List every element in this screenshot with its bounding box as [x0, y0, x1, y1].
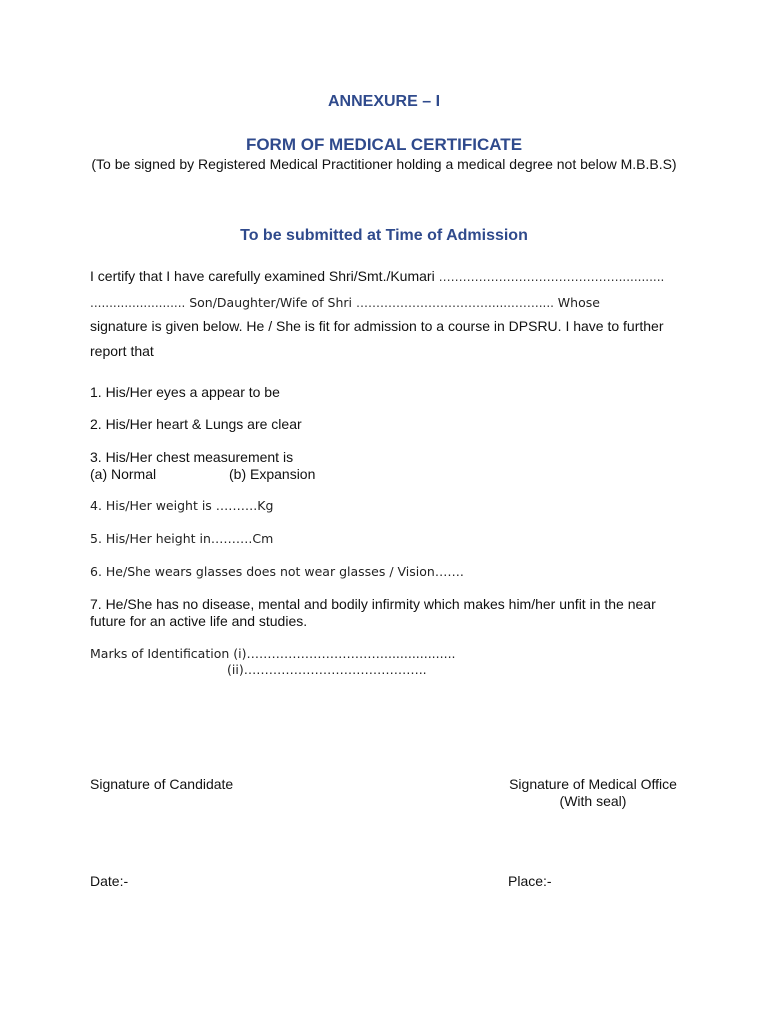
identification-blank-2: …………………………………….. [243, 662, 427, 677]
certify-line-3: signature is given below. He / She is fit for admission to a course in DPSRU. I have to further [90, 318, 664, 334]
date-label: Date:- [90, 873, 129, 889]
item-glasses: 6. He/She wears glasses does not wear glasses / Vision……. [90, 564, 464, 579]
item-weight: 4. His/Her weight is ……….Kg [90, 498, 274, 513]
item-disease: 7. He/She has no disease, mental and bodily infirmity which makes him/her unfit in the near future for an active life and studies. [90, 596, 656, 629]
identification-line-1 [90, 646, 456, 661]
certify-line-4: report that [90, 343, 154, 359]
certify-line-1 [90, 268, 664, 284]
item-eyes: 1. His/Her eyes a appear to be [90, 384, 280, 400]
identification-blank-1: …………………………….................. [246, 646, 456, 661]
identification-label-2: (ii) [227, 662, 244, 677]
item-chest: 3. His/Her chest measurement is [90, 449, 294, 465]
certify-text: I certify that I have carefully examined Shri/Smt./Kumari [90, 268, 439, 284]
name-blank: ………………………………………............ [438, 270, 665, 284]
medical-officer-signature-label: Signature of Medical Office [509, 776, 677, 792]
parent-name-blank: ……………………………......……..... [356, 296, 558, 310]
item-heart-lungs: 2. His/Her heart & Lungs are clear [90, 416, 302, 432]
certify-line-2 [90, 294, 600, 310]
relation-text: Son/Daughter/Wife of Shri [189, 295, 356, 310]
identification-line-2 [227, 662, 427, 677]
form-title: FORM OF MEDICAL CERTIFICATE [245, 135, 523, 154]
seal-note: (With seal) [559, 793, 627, 809]
item-chest-normal: (a) Normal [90, 466, 157, 482]
item-chest-expansion: (b) Expansion [229, 466, 316, 482]
form-subtitle: (To be signed by Registered Medical Practitioner holding a medical degree not below M.B.B.S) [91, 156, 677, 172]
submission-note: To be submitted at Time of Admission [240, 227, 528, 244]
name-blank-continued: ......................... [90, 296, 190, 310]
item-height: 5. His/Her height in……….Cm [90, 531, 274, 546]
whose-text: Whose [557, 295, 600, 310]
place-label: Place:- [508, 873, 552, 889]
candidate-signature-label: Signature of Candidate [90, 776, 234, 792]
annexure-heading: ANNEXURE – I [327, 93, 441, 110]
medical-officer-signature-block [508, 776, 678, 810]
identification-label: Marks of Identification (i) [90, 646, 247, 661]
